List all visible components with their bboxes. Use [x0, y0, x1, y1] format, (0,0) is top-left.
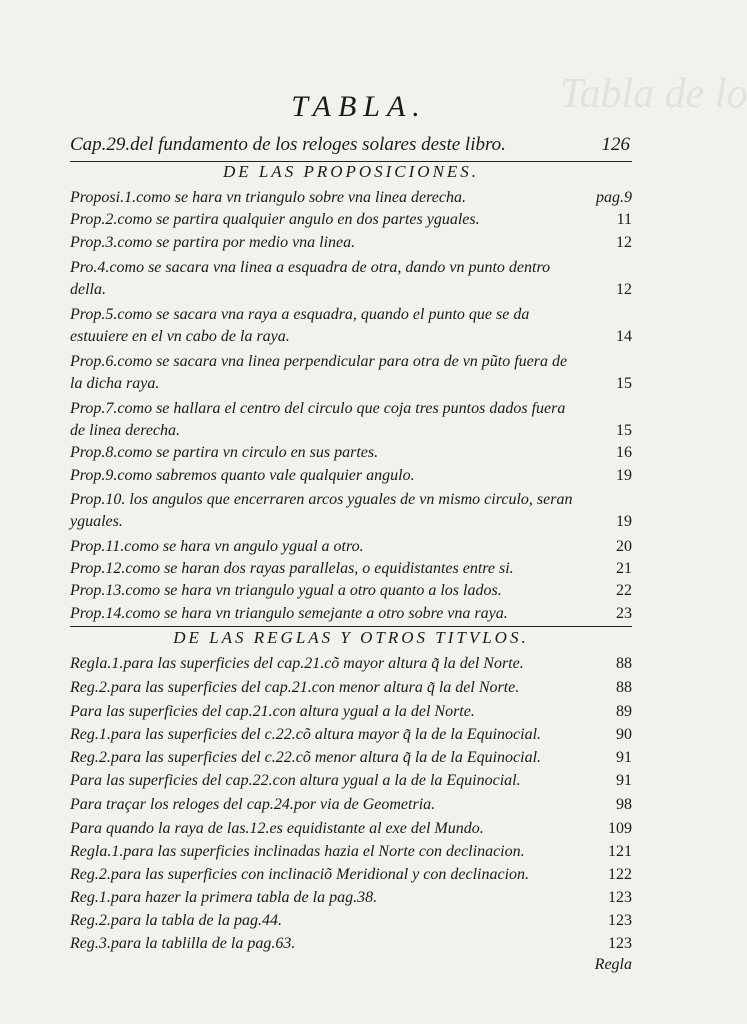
show-through-text: Tabla de lo: [560, 71, 747, 117]
toc-entry-text: Para las superficies del cap.22.con altura ygual a la de la Equinocial.: [70, 772, 521, 789]
toc-entry-text: Reg.2.para las superficies del c.22.cõ menor altura q̃ la de la Equinocial.: [70, 749, 542, 766]
rule-middle: [70, 626, 632, 627]
section-heading-reglas: DE LAS REGLAS Y OTROS TITVLOS.: [173, 628, 529, 647]
toc-entry: [70, 351, 632, 395]
toc-entry-page: 109: [608, 820, 632, 837]
toc-entry-text: Reg.1.para las superficies del c.22.cõ altura mayor q̃ la de la Equinocial.: [70, 726, 542, 743]
toc-entry: [70, 465, 632, 487]
toc-entry: [70, 841, 632, 863]
toc-entry-text: Prop.7.como se hallara el centro del circulo que coja tres puntos dados fuera de linea derecha.: [70, 400, 566, 439]
toc-entry-text: Prop.6.como se sacara vna linea perpendicular para otra de vn pũto fuera de la dicha raya.: [70, 353, 568, 392]
toc-entry: [70, 558, 632, 580]
toc-entry-text: Prop.10. los angulos que encerraren arcos yguales de vn mismo circulo, seran yguales.: [70, 491, 573, 530]
toc-entry-page: 19: [616, 513, 632, 530]
toc-entry-text: Reg.2.para la tabla de la pag.44.: [70, 912, 282, 929]
toc-entry-text: Regla.1.para las superficies del cap.21.cõ mayor altura q̃ la del Norte.: [70, 655, 524, 672]
toc-entry-page: 22: [616, 582, 632, 599]
toc-entry-text: Prop.13.como se hara vn triangulo ygual a otro quanto a los lados.: [70, 582, 502, 599]
toc-entry: [70, 489, 632, 533]
chapter-entry-page: 126: [601, 134, 630, 155]
toc-entry: [70, 232, 632, 254]
toc-entry: [70, 864, 632, 886]
toc-entry-page: 91: [616, 749, 632, 766]
toc-entry: [70, 747, 632, 769]
toc-entry-text: Para las superficies del cap.21.con altura ygual a la del Norte.: [70, 703, 475, 720]
toc-entry-text: Para traçar los reloges del cap.24.por via de Geometria.: [70, 796, 436, 813]
page-title: TABLA.: [291, 90, 427, 123]
toc-entry: [70, 580, 632, 602]
toc-entry-page: 21: [616, 560, 632, 577]
toc-entry-text: Prop.2.como se partira qualquier angulo en dos partes yguales.: [70, 211, 480, 228]
toc-entry: [70, 701, 632, 723]
toc-entry-text: Regla.1.para las superficies inclinadas hazia el Norte con declinacion.: [70, 843, 525, 860]
toc-entry-page: 23: [616, 605, 632, 622]
toc-entry-text: Pro.4.como se sacara vna linea a esquadra de otra, dando vn punto dentro della.: [70, 259, 551, 298]
toc-entry-page: 16: [616, 444, 632, 461]
toc-entry-text: Prop.8.como se partira vn circulo en sus partes.: [70, 444, 379, 461]
toc-entry: [70, 794, 632, 816]
chapter-entry: [70, 134, 630, 162]
toc-entry-text: Prop.9.como sabremos quanto vale qualquier angulo.: [70, 467, 415, 484]
catchword: Regla: [594, 956, 632, 973]
toc-entry-page: 122: [608, 866, 632, 883]
toc-entry-text: Prop.12.como se haran dos rayas parallelas, o equidistantes entre si.: [70, 560, 514, 577]
toc-entry: [70, 398, 632, 442]
toc-entry: [70, 677, 632, 699]
toc-entry: [70, 910, 632, 932]
toc-entry-page: 121: [608, 843, 632, 860]
toc-entry-page: 88: [616, 679, 632, 696]
toc-entry-text: Prop.11.como se hara vn angulo ygual a otro.: [70, 538, 364, 555]
toc-entry-page: 123: [608, 935, 632, 952]
toc-entry: [70, 187, 632, 209]
toc-entry-page: 20: [616, 538, 632, 555]
section-heading-proposiciones: DE LAS PROPOSICIONES.: [222, 162, 480, 181]
toc-entry-text: Reg.3.para la tablilla de la pag.63.: [70, 935, 296, 952]
toc-entry-page: 91: [616, 772, 632, 789]
toc-entry: [70, 536, 632, 558]
toc-entry: [70, 818, 632, 840]
toc-entry-text: Prop.3.como se partira por medio vna linea.: [70, 234, 356, 251]
toc-entry-page: 15: [616, 422, 632, 439]
toc-entry-text: Prop.5.como se sacara vna raya a esquadra, quando el punto que se da estuuiere en el vn cabo de la raya.: [70, 306, 530, 345]
toc-entry: [70, 887, 632, 909]
toc-entry-page: 123: [608, 889, 632, 906]
toc-entry-page: 14: [616, 328, 632, 345]
toc-entry-text: Reg.2.para las superficies con inclinaciõ Meridional y con declinacion.: [70, 866, 530, 883]
toc-entry-text: Proposi.1.como se hara vn triangulo sobre vna linea derecha.: [70, 189, 466, 206]
toc-entry-page: 15: [616, 375, 632, 392]
toc-entry-text: Reg.1.para hazer la primera tabla de la pag.38.: [70, 889, 378, 906]
toc-entry: [70, 442, 632, 464]
toc-entry-page: 123: [608, 912, 632, 929]
toc-entry-page: 89: [616, 703, 632, 720]
toc-entry-page: 12: [616, 281, 632, 298]
toc-entry-page: 88: [616, 655, 632, 672]
toc-entry-text: Prop.14.como se hara vn triangulo semejante a otro sobre vna raya.: [70, 605, 508, 622]
toc-entry: [70, 603, 632, 625]
toc-entry: [70, 304, 632, 348]
toc-entry-page: 11: [616, 211, 632, 228]
toc-entry-text: Reg.2.para las superficies del cap.21.con menor altura q̃ la del Norte.: [70, 679, 520, 696]
toc-entry: [70, 257, 632, 301]
chapter-entry-text: Cap.29.del fundamento de los reloges solares deste libro.: [70, 134, 506, 155]
toc-entry-page: pag.9: [596, 189, 632, 206]
toc-entry-page: 98: [616, 796, 632, 813]
toc-entry: [70, 770, 632, 792]
toc-entry: [70, 653, 632, 675]
toc-entry-page: 19: [616, 467, 632, 484]
toc-entry-page: 90: [616, 726, 632, 743]
toc-entry: [70, 209, 632, 231]
toc-entry-text: Para quando la raya de las.12.es equidistante al exe del Mundo.: [70, 820, 484, 837]
toc-entry-page: 12: [616, 234, 632, 251]
toc-entry: [70, 724, 632, 746]
toc-entry: [70, 933, 632, 955]
